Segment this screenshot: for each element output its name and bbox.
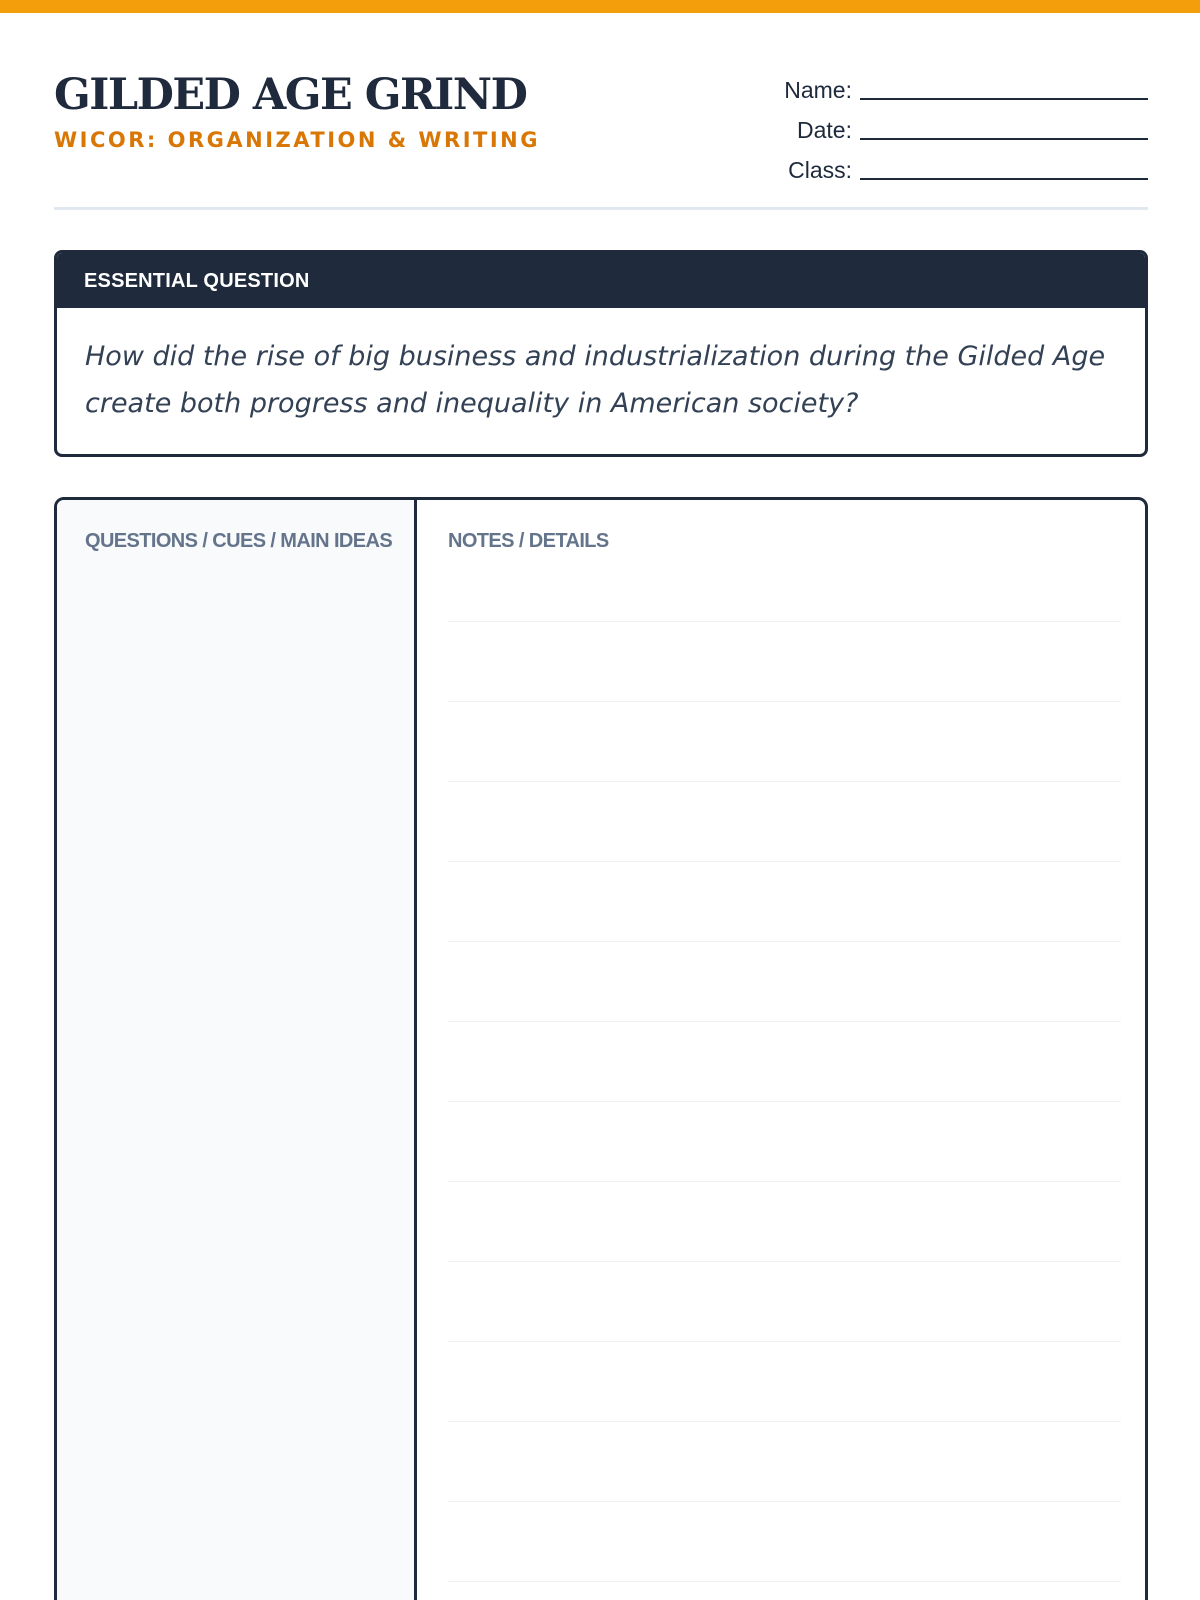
ruled-line (448, 1021, 1121, 1022)
name-label: Name: (784, 77, 852, 103)
ruled-line (448, 1581, 1121, 1582)
ruled-line (448, 621, 1121, 622)
ruled-line (448, 1421, 1121, 1422)
notes-writing-area[interactable] (448, 500, 1121, 1600)
date-field-row (748, 104, 1148, 144)
cue-column[interactable] (57, 500, 417, 1600)
cue-column-heading: QUESTIONS / CUES / MAIN IDEAS (85, 530, 393, 552)
date-label: Date: (797, 117, 852, 143)
student-info-fields (748, 64, 1148, 184)
ruled-line (448, 1181, 1121, 1182)
date-input-line[interactable] (860, 130, 1148, 140)
ruled-line (448, 1261, 1121, 1262)
ruled-line (448, 1341, 1121, 1342)
header-divider (54, 207, 1148, 210)
ruled-line (448, 1101, 1121, 1102)
class-field-row (748, 144, 1148, 184)
ruled-line (448, 1501, 1121, 1502)
ruled-line (448, 701, 1121, 702)
cornell-notes-box (54, 497, 1148, 1600)
class-input-line[interactable] (860, 170, 1148, 180)
name-input-line[interactable] (860, 90, 1148, 100)
ruled-line (448, 781, 1121, 782)
ruled-line (448, 861, 1121, 862)
ruled-line (448, 941, 1121, 942)
essential-question-text: How did the rise of big business and industrialization during the Gilded Age create both progress and inequality in American society? (85, 341, 1106, 419)
page-title: GILDED AGE GRIND (54, 70, 527, 120)
top-accent-bar (0, 0, 1200, 13)
essential-question-heading: ESSENTIAL QUESTION (57, 253, 1145, 308)
class-label: Class: (788, 157, 852, 183)
page-subtitle: WICOR: ORGANIZATION & WRITING (54, 128, 540, 152)
name-field-row (748, 64, 1148, 104)
essential-question-box (54, 250, 1148, 457)
notes-column-heading: NOTES / DETAILS (448, 530, 609, 552)
